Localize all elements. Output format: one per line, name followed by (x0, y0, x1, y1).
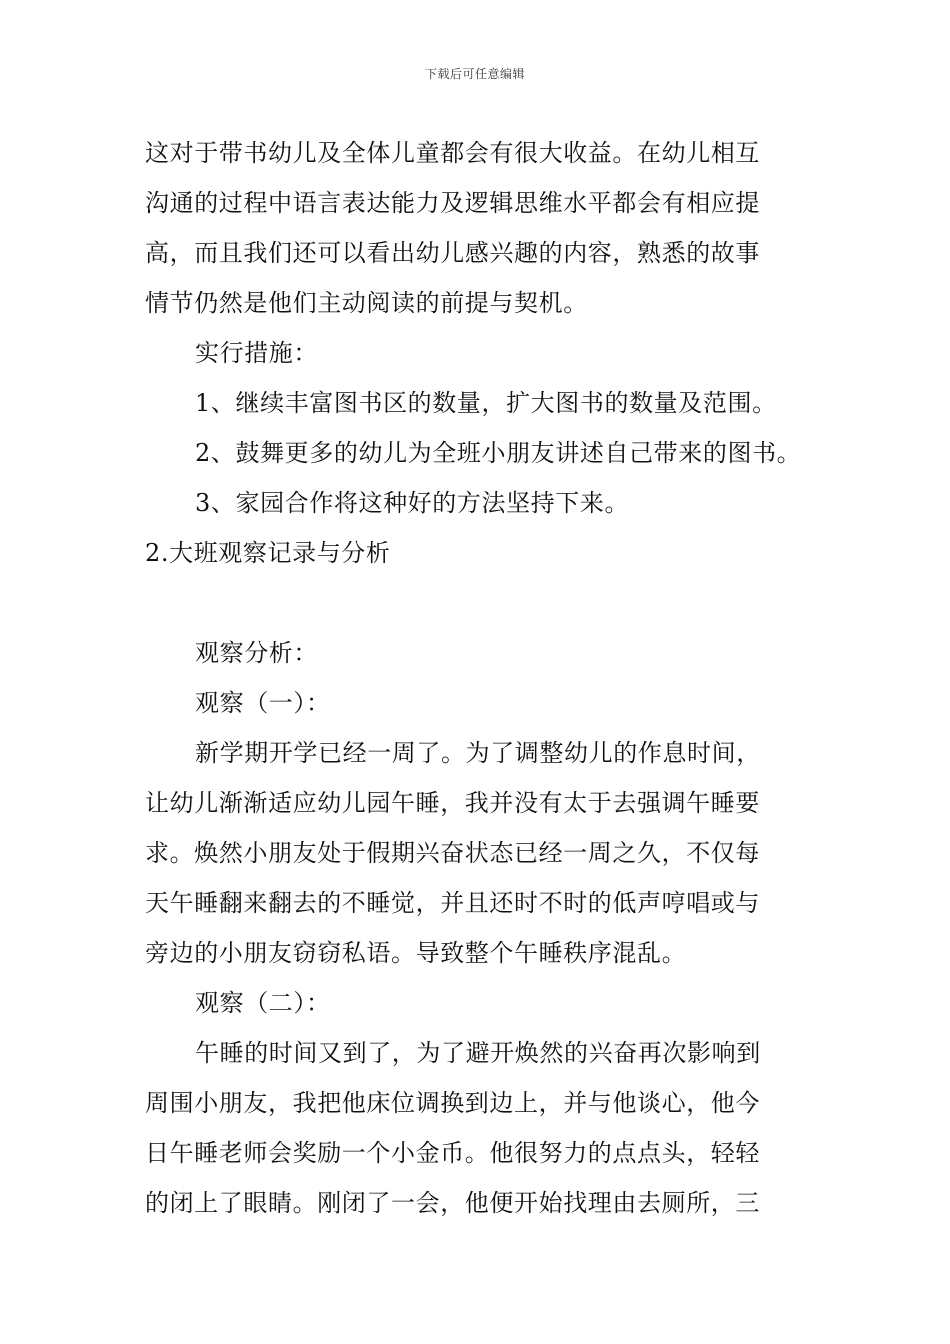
text-line: 天午睡翻来翻去的不睡觉，并且还时不时的低声哼唱或与 (145, 889, 760, 917)
text-line: 求。焕然小朋友处于假期兴奋状态已经一周之久，不仅每 (145, 839, 760, 867)
document-body (145, 128, 810, 1228)
page-header: 下载后可任意编辑 (424, 67, 525, 81)
observation-heading-1: 观察（一）： (195, 689, 331, 717)
text-line: 新学期开学已经一周了。为了调整幼儿的作息时间， (195, 739, 761, 767)
text-line: 午睡的时间又到了，为了避开焕然的兴奋再次影响到 (195, 1039, 761, 1067)
observation-heading-2: 观察（二）： (195, 989, 331, 1017)
section-label-measures: 实行措施： (195, 339, 318, 367)
blank-line (145, 578, 810, 628)
list-item: 1、继续丰富图书区的数量，扩大图书的数量及范围。 (195, 389, 777, 417)
section-heading: 2.大班观察记录与分析 (145, 539, 391, 567)
text-line: 沟通的过程中语言表达能力及逻辑思维水平都会有相应提 (145, 189, 760, 217)
list-item: 2、鼓舞更多的幼儿为全班小朋友讲述自己带来的图书。 (195, 439, 802, 467)
text-line: 让幼儿渐渐适应幼儿园午睡，我并没有太于去强调午睡要 (145, 789, 760, 817)
section-label-analysis: 观察分析： (195, 639, 318, 667)
text-line: 情节仍然是他们主动阅读的前提与契机。 (145, 289, 588, 317)
text-line: 周围小朋友，我把他床位调换到边上，并与他谈心，他今 (145, 1089, 760, 1117)
text-line: 这对于带书幼儿及全体儿童都会有很大收益。在幼儿相互 (145, 139, 760, 167)
text-line: 旁边的小朋友窃窃私语。导致整个午睡秩序混乱。 (145, 939, 687, 967)
text-line: 的闭上了眼睛。刚闭了一会，他便开始找理由去厕所，三 (145, 1189, 760, 1217)
text-line: 高，而且我们还可以看出幼儿感兴趣的内容，熟悉的故事 (145, 239, 760, 267)
list-item: 3、家园合作将这种好的方法坚持下来。 (195, 489, 630, 517)
text-line: 日午睡老师会奖励一个小金币。他很努力的点点头，轻轻 (145, 1139, 760, 1167)
